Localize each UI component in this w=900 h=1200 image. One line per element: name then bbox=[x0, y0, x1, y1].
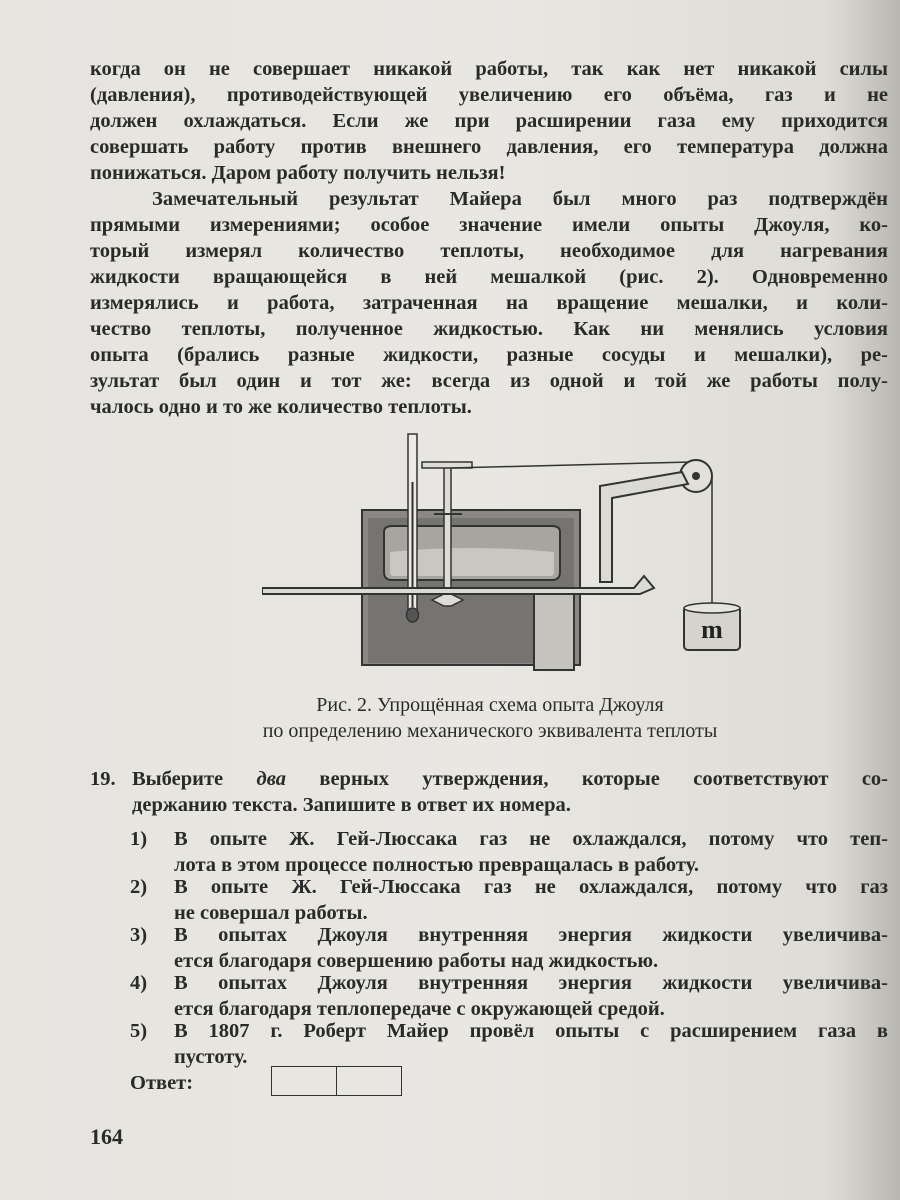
thermometer-bulb bbox=[407, 608, 419, 622]
pulley-axle bbox=[692, 472, 700, 480]
option-number: 5) bbox=[130, 1020, 148, 1042]
text-line: жидкости вращающейся в ней мешалкой (рис. 2). Одновременно bbox=[90, 266, 888, 288]
option-line: В опытах Джоуля внутренняя энергия жидкости увеличива- bbox=[174, 972, 888, 994]
text-line: (давления), противодействующей увеличению его объёма, газ и не bbox=[90, 84, 888, 106]
option-text bbox=[174, 1018, 888, 1070]
option-line: не совершал работы. bbox=[174, 902, 368, 924]
joule-experiment-figure bbox=[262, 422, 742, 682]
option-line: лота в этом процессе полностью превращалась в работу. bbox=[174, 854, 699, 876]
text-line: измерялись и работа, затраченная на вращение мешалки, и коли- bbox=[90, 292, 888, 314]
option-line: ется благодаря совершению работы над жидкостью. bbox=[174, 950, 659, 972]
answer-label: Ответ: bbox=[130, 1072, 194, 1094]
option-line: В опыте Ж. Гей-Люссака газ не охлаждался, потому что теп- bbox=[174, 828, 888, 850]
option-text bbox=[174, 826, 888, 878]
option-line: В опытах Джоуля внутренняя энергия жидкости увеличива- bbox=[174, 924, 888, 946]
stirrer-shaft bbox=[444, 466, 451, 596]
page-number: 164 bbox=[90, 1124, 123, 1149]
text-line: опыта (брались разные жидкости, разные сосуды и мешалки), ре- bbox=[90, 344, 888, 366]
option-line: ется благодаря теплопередаче с окружающей средой. bbox=[174, 998, 665, 1020]
text-line: совершать работу против внешнего давления, его температура должна bbox=[90, 136, 888, 158]
caption-line: по определению механического эквивалента теплоты bbox=[262, 720, 718, 742]
option-line: пустоту. bbox=[174, 1046, 248, 1068]
option-text bbox=[174, 874, 888, 926]
option-line: В опыте Ж. Гей-Люссака газ не охлаждался, потому что газ bbox=[174, 876, 888, 898]
option-number: 3) bbox=[130, 924, 148, 946]
paragraph-1 bbox=[90, 56, 888, 186]
text-line: торый измерял количество теплоты, необходимое для нагревания bbox=[90, 240, 888, 262]
text-line: прямыми измерениями; особое значение имели опыты Джоуля, ко- bbox=[90, 214, 888, 236]
figure-caption bbox=[180, 692, 800, 744]
weight-label: m bbox=[701, 615, 723, 644]
option-number: 4) bbox=[130, 972, 148, 994]
question-line bbox=[132, 766, 888, 792]
string bbox=[451, 462, 692, 468]
table-leg bbox=[534, 594, 574, 670]
question-text bbox=[132, 766, 888, 818]
text-line: чество теплоты, полученное жидкостью. Как ни менялись условия bbox=[90, 318, 888, 340]
text-line: понижаться. Даром работу получить нельзя! bbox=[90, 162, 506, 184]
option-text bbox=[174, 970, 888, 1022]
question-lead: Выберите bbox=[132, 768, 257, 790]
caption-line: Рис. 2. Упрощённая схема опыта Джоуля bbox=[316, 694, 664, 716]
question-number: 19. bbox=[90, 768, 116, 790]
question-emphasis: два bbox=[256, 768, 286, 790]
option-number: 1) bbox=[130, 828, 148, 850]
text-line: Замечательный результат Майера был много раз подтверждён bbox=[152, 188, 888, 210]
option-number: 2) bbox=[130, 876, 148, 898]
option-text bbox=[174, 922, 888, 974]
option-line: В 1807 г. Роберт Майер провёл опыты с расширением газа в bbox=[174, 1020, 888, 1042]
text-line: когда он не совершает никакой работы, так как нет никакой силы bbox=[90, 58, 888, 80]
weight-top bbox=[684, 603, 740, 613]
answer-cell-2[interactable] bbox=[336, 1066, 402, 1096]
pulley-stand bbox=[600, 472, 688, 582]
paragraph-2 bbox=[90, 186, 888, 420]
question-rest: верных утверждения, которые соответствуют со- bbox=[285, 768, 888, 790]
text-line: должен охлаждаться. Если же при расширении газа ему приходится bbox=[90, 110, 888, 132]
text-line: чалось одно и то же количество теплоты. bbox=[90, 396, 472, 418]
text-line: зультат был один и тот же: всегда из одной и той же работы полу- bbox=[90, 370, 888, 392]
answer-cell-1[interactable] bbox=[271, 1066, 337, 1096]
question-line: держанию текста. Запишите в ответ их номера. bbox=[132, 794, 571, 816]
